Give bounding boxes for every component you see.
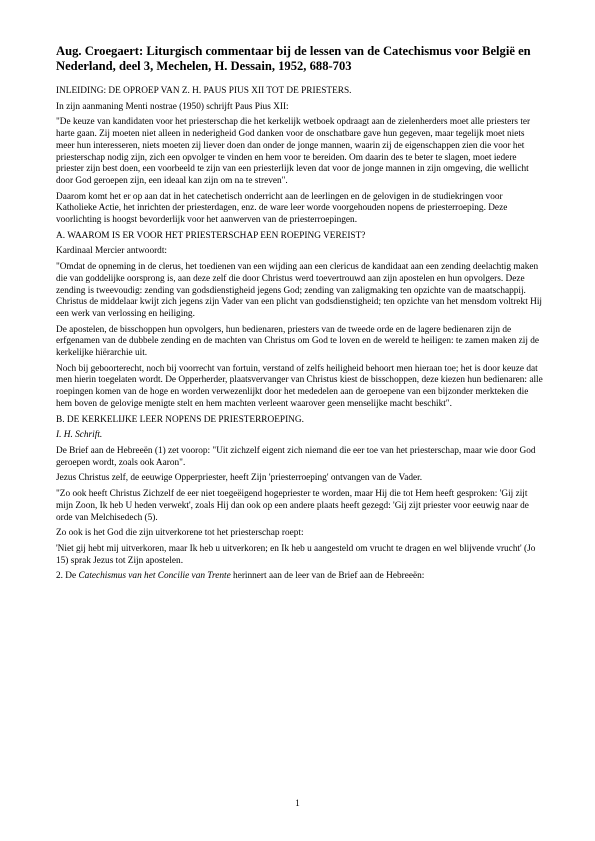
paragraph: In zijn aanmaning Menti nostrae (1950) schrijft Paus Pius XII: <box>56 101 289 112</box>
quote-paragraph: "Omdat de opneming in de clerus, het toedienen van een wijding aan een clericus de kandidaat aan een zending deelachtig maken die van goddelijke oorsprong is, aan deze zelf die door Christus werd toevertrouwd aan zijn apostelen en hun opvolgers. Deze zending is tweevoudig: zending van godsdienstigheid jegens God; zending van zaligmaking ten opzichte van de maatschappij. Christus de middelaar kwijt zich jegens zijn Vader van een plicht van godsdienstigheid; ten opzichte van het mensdom voltrekt Hij een werk van verlossing en heiliging. <box>56 262 542 319</box>
paragraph: Kardinaal Mercier antwoordt: <box>56 246 167 257</box>
heading-introduction: INLEIDING: DE OPROEP VAN Z. H. PAUS PIUS XII TOT DE PRIESTERS. <box>56 86 352 96</box>
quote-paragraph: "De keuze van kandidaten voor het priesterschap die het kerkelijk wetboek opdraagt aan de zielenherders moet alle priesters ter harte gaan. Zij moeten niet alleen in nederigheid God danken voor de onschatbare gave hun gegeven, maar tegelijk moet niets meer hun interesseren, niets moeten zij liever doen dan onder de jonge mannen, waarin zij de eigenschappen zien die voor het priesterschap nodig zijn, zich een opvolger te vinden en hem voor te bereiden. Om daarin des te beter te slagen, moet iedere priester zijn best doen, een voorbeeld te zijn van een priesterlijk leven dat voor de jonge mannen in zijn omgeving, die wellicht door God geroepen zijn, een ideaal kan zijn om na te streven". <box>56 117 531 186</box>
paragraph: De Brief aan de Hebreeën (1) zet voorop: "Uit zichzelf eigent zich niemand die eer toe van het priesterschap, maar wie door God geroepen wordt, zoals ook Aaron". <box>56 445 536 468</box>
paragraph: De apostelen, de bisschoppen hun opvolgers, hun bedienaren, priesters van de tweede orde en de lagere bedienaren zijn de erfgenamen van de dubbele zending en de machten van Christus om God te loven en de wereld te heiligen: te zamen maken zij de kerkelijke hiërarchie uit. <box>56 324 540 359</box>
subheading-scripture: I. H. Schrift. <box>56 430 103 441</box>
document-title: Aug. Croegaert: Liturgisch commentaar bij de lessen van de Catechismus voor België en Nederland, deel 3, Mechelen, H. Dessain, 1952, 688-703 <box>56 44 531 73</box>
paragraph: Jezus Christus zelf, de eeuwige Opperpriester, heeft Zijn 'priesterroeping' ontvangen van de Vader. <box>56 473 423 484</box>
quote-paragraph: "Zo ook heeft Christus Zichzelf de eer niet toegeëigend hogepriester te worden, maar Hij die tot Hem heeft gesproken: 'Gij zijt mijn Zoon, Ik heb U heden verwekt', zoals Hij dan ook op een andere plaats heeft gezegd: 'Gij zijt priester voor eeuwig naar de orde van Melchisedech (5). <box>56 489 529 523</box>
paragraph: Daarom komt het er op aan dat in het catechetisch onderricht aan de leerlingen en de gelovigen in de studiekringen voor Katholieke Actie, het inrichten der priesterdagen, enz. de ware leer worde voorgehouden nopens de priesterroeping. Deze voorlichting is hoogst bevorderlijk voor het aanwerven van de priesterroepingen. <box>56 191 508 226</box>
paragraph: Zo ook is het God die zijn uitverkorene tot het priesterschap roept: <box>56 528 304 539</box>
quote-paragraph: 'Niet gij hebt mij uitverkoren, maar Ik heb u uitverkoren; en Ik heb u aangesteld om vrucht te dragen en wel blijvende vrucht' (Jo 15) sprak Jezus tot Zijn apostelen. <box>56 543 536 566</box>
document-page <box>56 44 544 587</box>
paragraph-suffix: herinnert aan de leer van de Brief aan de Hebreeën: <box>230 571 425 582</box>
paragraph-catechism <box>56 571 544 583</box>
catechism-title: Catechismus van het Concilie van Trente <box>78 571 231 582</box>
heading-section-b: B. DE KERKELIJKE LEER NOPENS DE PRIESTERROEPING. <box>56 414 304 425</box>
heading-section-a: A. WAAROM IS ER VOOR HET PRIESTERSCHAP EEN ROEPING VEREIST? <box>56 230 366 241</box>
paragraph: Noch bij geboorterecht, noch bij voorrecht van fortuin, verstand of zelfs heiligheid behoort men hieraan toe; het is door keuze dat men hierin toegelaten wordt. De Opperherder, plaatsvervanger van Christus kiest de bisschoppen, deze kiezen hun bedienaren: alle roepingen komen van de hoge en worden verwezenlijkt door het mededelen aan de geroepene van een bijzonder merkteken die hem boven de gelovige menigte stelt en hem machten verleent waarover geen menselijke macht beschikt". <box>56 363 543 409</box>
paragraph-prefix: 2. De <box>56 571 79 582</box>
page-number: 1 <box>295 799 300 809</box>
